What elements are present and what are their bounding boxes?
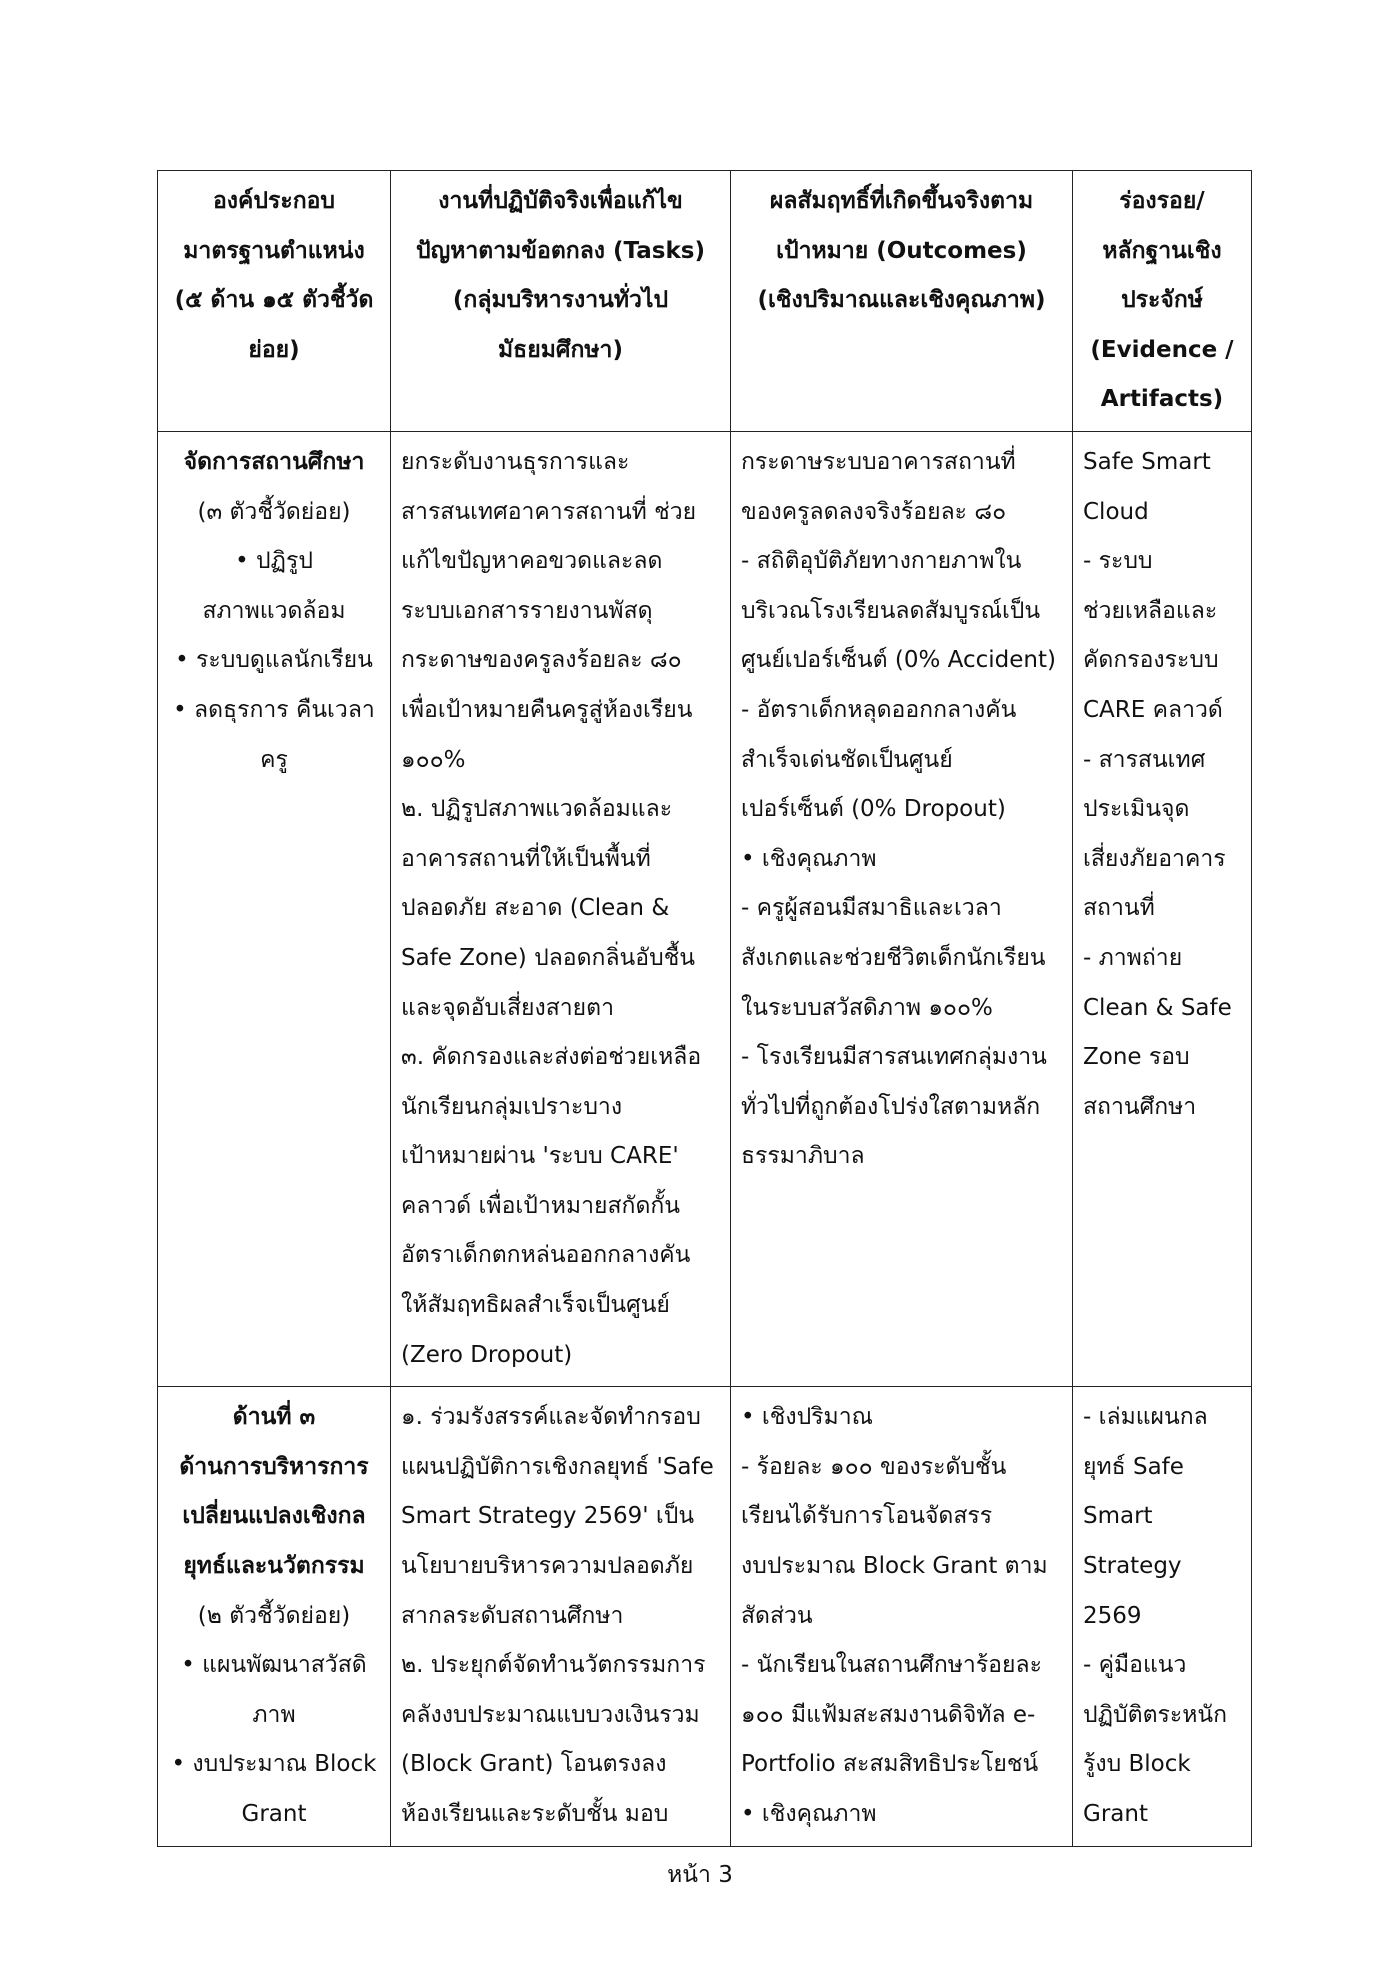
outcomes-cell [731, 1387, 1073, 1846]
text-line: อาคารสถานที่ให้เป็นพื้นที่ [401, 845, 651, 872]
text-line: - คู่มือแนว [1083, 1652, 1187, 1679]
text-line: ให้สัมฤทธิผลสำเร็จเป็นศูนย์ [401, 1292, 670, 1319]
text-line: (๓ ตัวชี้วัดย่อย) [197, 498, 351, 525]
text-line: กระดาษระบบอาคารสถานที่ [741, 448, 1016, 475]
text-line: สถานศึกษา [1083, 1093, 1197, 1120]
text-line: คลาวด์ เพื่อเป้าหมายสกัดกั้น [401, 1192, 681, 1219]
table-row [158, 431, 1252, 1386]
text-line: ด้านการบริหารการ [179, 1453, 369, 1480]
text-line: ยุทธ์และนวัตกรรม [183, 1553, 365, 1580]
text-line: แผนปฏิบัติการเชิงกลยุทธ์ 'Safe [401, 1453, 714, 1480]
text-line: เป้าหมายผ่าน 'ระบบ CARE' [401, 1143, 679, 1170]
tasks-cell [391, 1387, 731, 1846]
text-line: • ปฏิรูป [235, 548, 313, 575]
text-line: หลักฐานเชิง [1102, 237, 1222, 264]
text-line: (เชิงปริมาณและเชิงคุณภาพ) [757, 287, 1046, 314]
header-component [158, 171, 391, 432]
table-header-row [158, 171, 1252, 432]
text-line: Safe Smart [1083, 448, 1211, 475]
text-line: สากลระดับสถานศึกษา [401, 1602, 624, 1629]
text-line: ยกระดับงานธุรการและ [401, 448, 630, 475]
text-line: อัตราเด็กตกหล่นออกกลางคัน [401, 1242, 691, 1269]
text-line: Smart Strategy 2569' เป็น [401, 1503, 695, 1530]
text-line: เพื่อเป้าหมายคืนครูสู่ห้องเรียน [401, 696, 693, 723]
text-line: เปลี่ยนแปลงเชิงกล [182, 1503, 366, 1530]
text-line: Portfolio สะสมสิทธิประโยชน์ [741, 1751, 1039, 1778]
text-line: (Zero Dropout) [401, 1341, 573, 1368]
text-line: เรียนได้รับการโอนจัดสรร [741, 1503, 993, 1530]
header-tasks [391, 171, 731, 432]
text-line: ประจักษ์ [1121, 287, 1203, 314]
text-line: (กลุ่มบริหารงานทั่วไป [452, 287, 669, 314]
text-line: รู้งบ Block [1083, 1751, 1191, 1778]
text-line: สำเร็จเด่นชัดเป็นศูนย์ [741, 746, 953, 773]
text-line: สัดส่วน [741, 1602, 813, 1629]
text-line: สถานที่ [1083, 895, 1155, 922]
header-outcomes [731, 171, 1073, 432]
header-evidence [1073, 171, 1252, 432]
text-line: - ระบบ [1083, 548, 1153, 575]
text-line: มัธยมศึกษา) [498, 336, 623, 363]
text-line: สังเกตและช่วยชีวิตเด็กนักเรียน [741, 944, 1046, 971]
text-line: ด้านที่ ๓ [232, 1404, 316, 1431]
text-line: (๒ ตัวชี้วัดย่อย) [197, 1602, 351, 1629]
table-row [158, 1387, 1252, 1846]
text-line: - ภาพถ่าย [1083, 944, 1183, 971]
tasks-cell [391, 431, 731, 1386]
text-line: ปฏิบัติตระหนัก [1083, 1701, 1228, 1728]
component-cell [158, 1387, 391, 1846]
text-line: ช่วยเหลือและ [1083, 597, 1218, 624]
text-line: Clean & Safe [1083, 994, 1232, 1021]
text-line: - สารสนเทศ [1083, 746, 1206, 773]
text-line: ผลสัมฤทธิ์ที่เกิดขึ้นจริงตาม [769, 188, 1034, 214]
text-line: ๑. ร่วมรังสรรค์และจัดทำกรอบ [401, 1404, 701, 1431]
component-cell [158, 431, 391, 1386]
text-line: ยุทธ์ Safe [1083, 1453, 1184, 1480]
text-line: งานที่ปฏิบัติจริงเพื่อแก้ไข [438, 188, 683, 214]
text-line: คัดกรองระบบ [1083, 647, 1219, 674]
text-line: (Evidence / [1090, 336, 1234, 363]
text-line: จัดการสถานศึกษา [183, 448, 365, 475]
text-line: ห้องเรียนและระดับชั้น มอบ [401, 1801, 669, 1827]
text-line: 2569 [1083, 1602, 1142, 1629]
text-line: สารสนเทศอาคารสถานที่ ช่วย [401, 498, 697, 525]
text-line: • เชิงคุณภาพ [741, 1801, 877, 1827]
text-line: บริเวณโรงเรียนลดสัมบูรณ์เป็น [741, 597, 1041, 624]
text-line: ปัญหาตามข้อตกลง (Tasks) [416, 237, 705, 264]
text-line: • งบประมาณ Block [171, 1751, 377, 1778]
text-line: ระบบเอกสารรายงานพัสดุ [401, 597, 653, 624]
text-line: - นักเรียนในสถานศึกษาร้อยละ [741, 1652, 1042, 1679]
text-line: • ระบบดูแลนักเรียน [175, 647, 373, 674]
text-line: Safe Zone) ปลอดกลิ่นอับชื้น [401, 944, 696, 971]
text-line: ๑๐๐% [401, 746, 466, 773]
standards-table [157, 170, 1252, 1847]
text-line: องค์ประกอบ [212, 188, 336, 214]
evidence-cell [1073, 1387, 1252, 1846]
text-line: คลังงบประมาณแบบวงเงินรวม [401, 1701, 700, 1728]
text-line: ๓. คัดกรองและส่งต่อช่วยเหลือ [401, 1044, 702, 1071]
evidence-cell [1073, 431, 1252, 1386]
text-line: (๕ ด้าน ๑๕ ตัวชี้วัด [174, 287, 374, 314]
text-line: ร่องรอย/ [1119, 188, 1205, 214]
text-line: แก้ไขปัญหาคอขวดและลด [401, 548, 663, 575]
text-line: (Block Grant) โอนตรงลง [401, 1751, 667, 1778]
text-line: - โรงเรียนมีสารสนเทศกลุ่มงาน [741, 1044, 1047, 1071]
text-line: สภาพแวดล้อม [202, 597, 346, 624]
text-line: ๒. ปฏิรูปสภาพแวดล้อมและ [401, 796, 673, 823]
text-line: CARE คลาวด์ [1083, 696, 1223, 723]
text-line: Artifacts) [1100, 386, 1224, 413]
text-line: Grant [241, 1801, 307, 1827]
text-line: - เล่มแผนกล [1083, 1404, 1208, 1431]
text-line: - สถิติอุบัติภัยทางกายภาพใน [741, 548, 1022, 575]
text-line: • เชิงปริมาณ [741, 1404, 873, 1431]
text-line: ทั่วไปที่ถูกต้องโปร่งใสตามหลัก [741, 1093, 1041, 1120]
text-line: Grant [1083, 1801, 1148, 1827]
text-line: - ร้อยละ ๑๐๐ ของระดับชั้น [741, 1453, 1007, 1480]
text-line: เสี่ยงภัยอาคาร [1083, 845, 1226, 872]
text-line: • แผนพัฒนาสวัสดิ [181, 1652, 367, 1679]
text-line: Cloud [1083, 498, 1149, 525]
text-line: • เชิงคุณภาพ [741, 845, 877, 872]
text-line: ประเมินจุด [1083, 796, 1190, 823]
text-line: - อัตราเด็กหลุดออกกลางคัน [741, 696, 1017, 723]
text-line: ๒. ประยุกต์จัดทำนวัตกรรมการ [401, 1652, 706, 1679]
text-line: เป้าหมาย (Outcomes) [776, 237, 1027, 264]
text-line: - ครูผู้สอนมีสมาธิและเวลา [741, 895, 1002, 922]
text-line: ภาพ [252, 1701, 296, 1728]
text-line: ครู [260, 746, 288, 773]
text-line: ศูนย์เปอร์เซ็นต์ (0% Accident) [741, 647, 1056, 674]
text-line: • ลดธุรการ คืนเวลา [173, 696, 375, 723]
text-line: ในระบบสวัสดิภาพ ๑๐๐% [741, 994, 993, 1021]
text-line: และจุดอับเสี่ยงสายตา [401, 994, 614, 1021]
text-line: เปอร์เซ็นต์ (0% Dropout) [741, 796, 1006, 823]
text-line: งบประมาณ Block Grant ตาม [741, 1553, 1048, 1580]
text-line: ธรรมาภิบาล [741, 1143, 865, 1170]
text-line: Strategy [1083, 1553, 1182, 1580]
page-number: หน้า 3 [667, 1862, 733, 1888]
text-line: ย่อย) [248, 336, 300, 363]
text-line: Zone รอบ [1083, 1044, 1190, 1071]
outcomes-cell [731, 431, 1073, 1386]
text-line: ๑๐๐ มีแฟ้มสะสมงานดิจิทัล e- [741, 1701, 1036, 1728]
text-line: นักเรียนกลุ่มเปราะบาง [401, 1093, 623, 1120]
text-line: กระดาษของครูลงร้อยละ ๘๐ [401, 647, 682, 674]
text-line: Smart [1083, 1503, 1153, 1530]
text-line: ของครูลดลงจริงร้อยละ ๘๐ [741, 498, 1007, 525]
text-line: ปลอดภัย สะอาด (Clean & [401, 895, 670, 922]
text-line: มาตรฐานตำแหน่ง [183, 237, 365, 264]
text-line: นโยบายบริหารความปลอดภัย [401, 1553, 694, 1580]
